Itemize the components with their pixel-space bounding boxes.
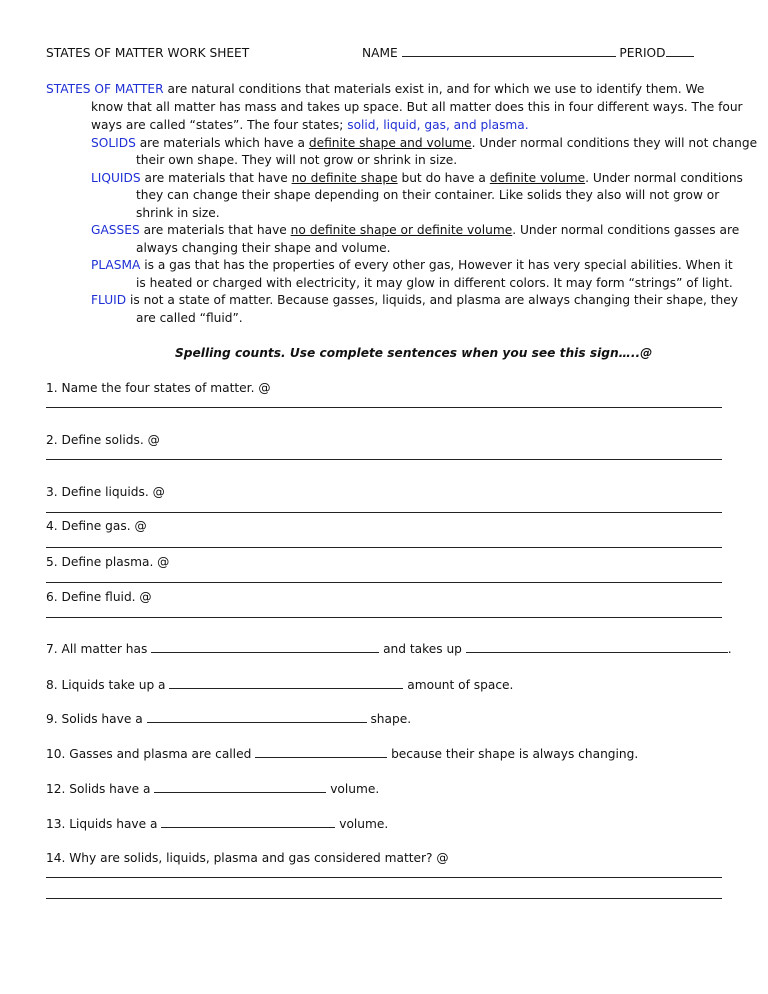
blank-8[interactable] bbox=[169, 678, 403, 689]
gasses-term: GASSES bbox=[91, 223, 140, 237]
question-6: 6. Define fluid. @ bbox=[46, 590, 152, 604]
liquids-definition-cont: they can change their shape depending on their container. Like solids they also will not grow or bbox=[136, 188, 720, 202]
question-12: 12. Solids have a volume. bbox=[46, 782, 380, 796]
question-13: 13. Liquids have a volume. bbox=[46, 817, 389, 831]
question-5: 5. Define plasma. @ bbox=[46, 555, 170, 569]
four-states-list: solid, liquid, gas, and plasma. bbox=[347, 118, 529, 132]
name-label: NAME bbox=[362, 46, 398, 60]
fluid-definition: FLUID is not a state of matter. Because gasses, liquids, and plasma are always changing their shape, they bbox=[91, 293, 738, 307]
plasma-definition-cont: is heated or charged with electricity, it may glow in different colors. It may form “strings” of light. bbox=[136, 276, 733, 290]
question-10: 10. Gasses and plasma are called because their shape is always changing. bbox=[46, 747, 639, 761]
answer-line-14a[interactable] bbox=[46, 877, 722, 878]
question-14: 14. Why are solids, liquids, plasma and gas considered matter? @ bbox=[46, 851, 449, 865]
fluid-definition-cont: are called “fluid”. bbox=[136, 311, 243, 325]
blank-7b[interactable] bbox=[466, 642, 728, 653]
solids-term: SOLIDS bbox=[91, 136, 136, 150]
plasma-definition: PLASMA is a gas that has the properties of every other gas, However it has very special abilities. When it bbox=[91, 258, 733, 272]
worksheet-title: STATES OF MATTER WORK SHEET bbox=[46, 46, 250, 60]
question-4: 4. Define gas. @ bbox=[46, 519, 147, 533]
period-label: PERIOD bbox=[619, 46, 666, 60]
question-1: 1. Name the four states of matter. @ bbox=[46, 381, 271, 395]
answer-line-5[interactable] bbox=[46, 582, 722, 583]
question-7: 7. All matter has and takes up . bbox=[46, 642, 732, 656]
question-3: 3. Define liquids. @ bbox=[46, 485, 165, 499]
intro-line-3: ways are called “states”. The four states; solid, liquid, gas, and plasma. bbox=[91, 118, 529, 132]
intro-line-1: STATES OF MATTER are natural conditions that materials exist in, and for which we use to identify them. We bbox=[46, 82, 705, 96]
answer-line-4[interactable] bbox=[46, 547, 722, 548]
name-field[interactable] bbox=[362, 46, 694, 60]
solids-definition: SOLIDS are materials which have a definite shape and volume. Under normal conditions they will not change bbox=[91, 136, 758, 150]
blank-12[interactable] bbox=[154, 782, 326, 793]
plasma-term: PLASMA bbox=[91, 258, 141, 272]
answer-line-14b[interactable] bbox=[46, 898, 722, 899]
answer-line-3[interactable] bbox=[46, 512, 722, 513]
solids-definition-cont: their own shape. They will not grow or shrink in size. bbox=[136, 153, 458, 167]
answer-line-6[interactable] bbox=[46, 617, 722, 618]
gasses-definition: GASSES are materials that have no definite shape or definite volume. Under normal conditions gasses are bbox=[91, 223, 740, 237]
question-9: 9. Solids have a shape. bbox=[46, 712, 412, 726]
fluid-term: FLUID bbox=[91, 293, 127, 307]
answer-line-2[interactable] bbox=[46, 459, 722, 460]
question-2: 2. Define solids. @ bbox=[46, 433, 160, 447]
name-blank[interactable] bbox=[402, 46, 616, 57]
period-blank[interactable] bbox=[666, 46, 694, 57]
liquids-definition: LIQUIDS are materials that have no definite shape but do have a definite volume. Under normal conditions bbox=[91, 171, 743, 185]
blank-13[interactable] bbox=[161, 817, 335, 828]
answer-line-1[interactable] bbox=[46, 407, 722, 408]
intro-line-2: know that all matter has mass and takes up space. But all matter does this in four different ways. The four bbox=[91, 100, 743, 114]
liquids-term: LIQUIDS bbox=[91, 171, 141, 185]
question-8: 8. Liquids take up a amount of space. bbox=[46, 678, 514, 692]
spelling-instruction: Spelling counts. Use complete sentences when you see this sign…..@ bbox=[175, 346, 653, 360]
intro-term: STATES OF MATTER bbox=[46, 82, 164, 96]
blank-7a[interactable] bbox=[151, 642, 379, 653]
gasses-definition-cont: always changing their shape and volume. bbox=[136, 241, 391, 255]
blank-9[interactable] bbox=[147, 712, 367, 723]
liquids-definition-cont-2: shrink in size. bbox=[136, 206, 220, 220]
blank-10[interactable] bbox=[255, 747, 387, 758]
